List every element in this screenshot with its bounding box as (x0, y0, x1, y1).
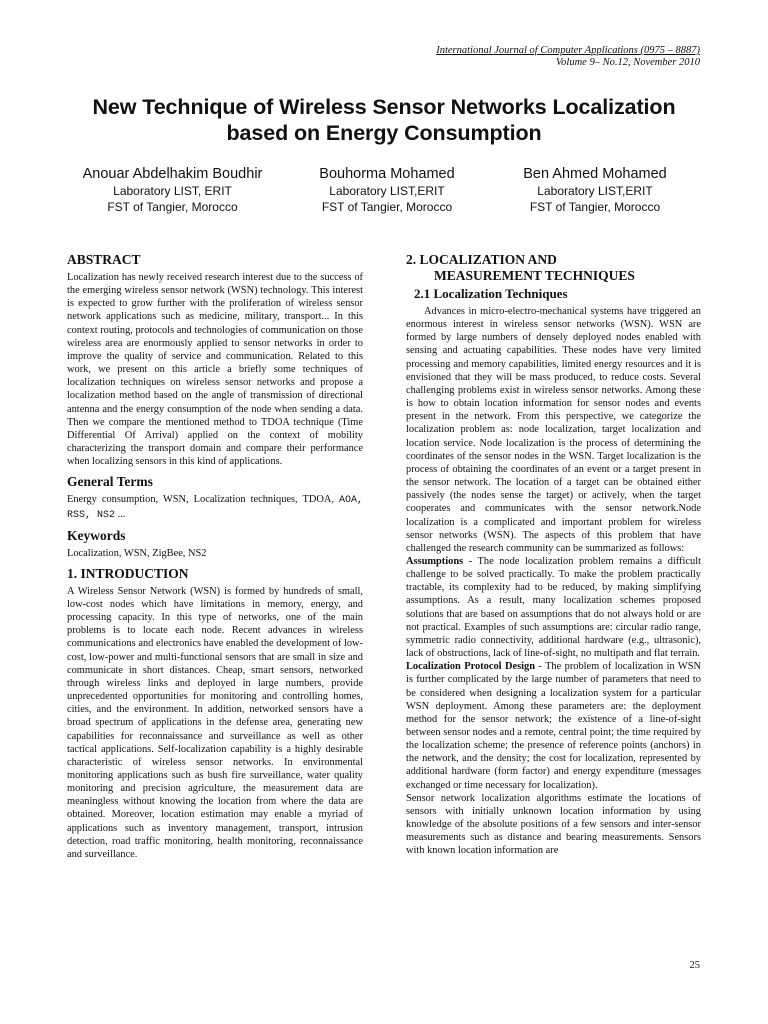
author-block-2 (302, 165, 472, 215)
general-terms-text (67, 493, 363, 521)
author-name: Anouar Abdelhakim Boudhir (82, 166, 263, 182)
section2-heading-line-2: MEASUREMENT TECHNIQUES (434, 268, 635, 283)
introduction-heading: 1. INTRODUCTION (67, 565, 189, 581)
author-block-1 (60, 165, 285, 215)
journal-header (300, 45, 700, 69)
assumptions-paragraph (406, 555, 701, 660)
left-column (67, 252, 363, 861)
keywords-text: Localization, WSN, ZigBee, NS2 (67, 547, 207, 559)
keywords-heading: Keywords (67, 527, 126, 543)
abstract-text: Localization has newly received research interest due to the success of the emerging wireless sensor network (WSN) technology. This interest is expected to grow further with the proliferation of wireless sensor network applications such as medicine, military, transport... In this context routing, protocols and technologies of communication on those wireless area are enormously applied to sensor networks in order to improve the quality of service and communication. Related to this work, we present on this article a briefly some techniques of localization techniques on wireless sensor networks and propose a localization method based on the angle of transmission of directional antenna and the energy consumption of the node when sending a data. Then we compare the mentioned method to TDOA technique (Time Differential Of Arrival) applied on the context of mobility characterizing the transport domain and compare their performance when localizing sensors in this kind of applications. (67, 272, 363, 468)
section2-paragraph-last: Sensor network localization algorithms estimate the locations of sensors with initially unknown location information by using knowledge of the absolute positions of a few sensors and inter-sensor measurements such as distance and bearing measurements. Sensors with known location information are (406, 792, 701, 857)
assumptions-label: Assumptions (406, 555, 464, 567)
general-terms-heading: General Terms (67, 474, 153, 490)
section2-paragraph-1: Advances in micro-electro-mechanical systems have triggered an enormous interest in wireless sensor networks (WSN). WSN are formed by large numbers of densely deployed nodes enabled with sensing and actuating capabilities. These nodes have very limited processing and memory capabilities, limited energy resources and it is envisioned that they will be mass produced, to reduce costs. Several challenging problems exist in wireless sensor networks. Among these is how to obtain location information for sensor nodes and events present in the network. From this perspective, we categorize the localization problem as: node localization, target localization and location service. Node localization is the process of determining the coordinates of the sensor nodes in the WSN. Target localization is the process of obtaining the coordinates of an event or a target present in the sensor network. The location of a target can be obtained either passively (the nodes sense the target) or actively, when the target cooperates and communicates with the sensor network.Node localization is a complicated and important problem for wireless sensor networks (WSN). The aspects of this problem that have challenged the research community can be summarized as follows: (406, 306, 701, 554)
protocol-design-paragraph (406, 660, 701, 792)
title-line-1: New Technique of Wireless Sensor Networks Localization (92, 95, 676, 119)
introduction-text: A Wireless Sensor Network (WSN) is formed by hundreds of small, low-cost nodes which have limitations in memory, energy, and processing capacity. In this type of networks, one of the main problems is to locate each node. Recent advances in wireless communications and electronics have enabled the development of low-cost, low-power and multi-functional sensors that are small in size and communicate in short distances. Cheap, smart sensors, networked through wireless links and deployed in large numbers, provide unprecedented opportunities for monitoring and controlling homes, cities, and the environment. In addition, networked sensors have a broad spectrum of applications in the defense area, generating new capabilities for reconnaissance and surveillance as well as other tactical applications. Self-localization capability is a highly desirable characteristic of wireless sensor networks. In environmental monitoring applications such as bush fire surveillance, water quality monitoring and precision agriculture, the measurement data are meaningless without knowing the location from where the data are obtained. Moreover, location estimation may enable a myriad of applications such as inventory management, transport, intrusion detection, road traffic monitoring, health monitoring, reconnaissance and surveillance. (67, 585, 363, 860)
abstract-heading: ABSTRACT (67, 252, 141, 267)
protocol-design-text: - The problem of localization in WSN is further complicated by the large number of parameters that need to be considered when designing a localization system for a particular WSN deployment. Among these parameters are: the deployment method for the sensor network; the existence of a line-of-sight between sensor nodes and a remote, central point; the time required by the localization scheme; the presence of reference points (anchors) in the network, and the density; the cost for localization, represented by additional hardware (form factor) and energy expenditure (messages exchanged or time necessary for localization). (406, 661, 701, 791)
author-institution: FST of Tangier, Morocco (529, 200, 661, 214)
author-block-3 (490, 165, 700, 215)
author-lab: Laboratory LIST,ERIT (537, 184, 653, 198)
page-number: 25 (689, 960, 700, 971)
author-name: Bouhorma Mohamed (319, 166, 455, 182)
author-lab: Laboratory LIST,ERIT (329, 184, 445, 198)
general-terms-mono: AOA, RSS, NS2 (67, 495, 363, 521)
paper-title (40, 94, 728, 146)
journal-name: International Journal of Computer Applications (0975 – 8887) (436, 45, 700, 56)
author-name: Ben Ahmed Mohamed (523, 166, 667, 182)
protocol-design-label: Localization Protocol Design (406, 661, 535, 673)
right-column (406, 252, 701, 858)
general-terms-tail: ... (115, 508, 126, 520)
assumptions-text: - The node localization problem remains a difficult challenge to be solved practically. To make the problem practically tractable, its complexity had to be reduced, by making simplifying assumptions. As a result, many localization schemes proposed solutions that are based on assumptions that do not always hold or are not practical. Examples of such assumptions are: circular radio range, symmetric radio connectivity, additional hardware (e.g., ultrasonic), lack of obstructions, lack of line-of-sight, no multipath and flat terrain. (406, 555, 701, 660)
author-lab: Laboratory LIST, ERIT (113, 184, 232, 198)
general-terms-words: Energy consumption, WSN, Localization techniques, TDOA, (67, 494, 334, 506)
section2-heading-line-1: 2. LOCALIZATION AND (406, 252, 557, 267)
author-institution: FST of Tangier, Morocco (107, 200, 238, 214)
author-institution: FST of Tangier, Morocco (321, 200, 453, 214)
journal-volume: Volume 9– No.12, November 2010 (555, 57, 700, 68)
title-line-2: based on Energy Consumption (226, 121, 542, 145)
section2-1-subheading: 2.1 Localization Techniques (414, 286, 568, 301)
